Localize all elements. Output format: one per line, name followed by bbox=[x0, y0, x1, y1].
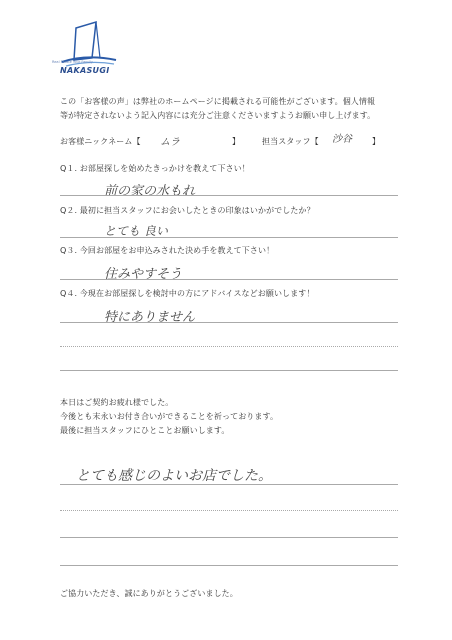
question-2-answer: とても 良い bbox=[104, 224, 168, 238]
question-3-label: Q３. 今回お部屋をお申込みされた決め手を教えて下さい！ bbox=[60, 246, 275, 255]
question-4-label: Q４. 今現在お部屋探しを検討中の方にアドバイスなどお願いします！ bbox=[60, 289, 315, 298]
answer-line bbox=[60, 237, 398, 238]
logo-tagline: Real Estate Your Family bbox=[52, 60, 93, 64]
nickname-close: 】 bbox=[232, 137, 241, 146]
answer-line bbox=[60, 484, 398, 485]
footer-thanks: ご協力いただき、誠にありがとうございました。 bbox=[60, 589, 238, 598]
answer-line bbox=[60, 322, 398, 323]
answer-line bbox=[60, 565, 398, 566]
question-1-answer: 前の家の水もれ bbox=[104, 184, 196, 199]
question-3-answer: 住みやすそう bbox=[104, 267, 183, 282]
staff-value: 沙谷 bbox=[332, 134, 352, 145]
logo-name: NAKASUGI bbox=[60, 66, 110, 75]
question-2-label: Q２. 最初に担当スタッフにお会いしたときの印象はいかがでしたか？ bbox=[60, 206, 315, 215]
answer-line bbox=[60, 279, 398, 280]
answer-line bbox=[60, 370, 398, 371]
answer-line bbox=[60, 346, 398, 347]
answer-line bbox=[60, 195, 398, 196]
closing-line-3: 最後に担当スタッフにひとことお願いします。 bbox=[60, 426, 230, 435]
question-4-answer: 特にありません bbox=[104, 310, 196, 325]
closing-answer: とても感じのよいお店でした。 bbox=[76, 468, 272, 484]
closing-line-2: 今後とも末永いお付き合いができることを祈っております。 bbox=[60, 412, 279, 421]
staff-label: 担当スタッフ【 bbox=[262, 137, 319, 146]
nickname-value: ムラ bbox=[160, 137, 180, 148]
answer-line bbox=[60, 537, 398, 538]
intro-line-2: 等が特定されないよう記入内容には充分ご注意くださいますようお願い申し上げます。 bbox=[60, 111, 376, 120]
answer-line bbox=[60, 510, 398, 511]
nickname-label: お客様ニックネーム【 bbox=[60, 137, 141, 146]
question-1-label: Q１. お部屋探しを始めたきっかけを教えて下さい！ bbox=[60, 164, 250, 173]
intro-line-1: この「お客様の声」は弊社のホームページに掲載される可能性がございます。個人情報 bbox=[60, 97, 376, 106]
closing-line-1: 本日はご契約お疲れ様でした。 bbox=[60, 398, 174, 407]
staff-close: 】 bbox=[372, 137, 381, 146]
